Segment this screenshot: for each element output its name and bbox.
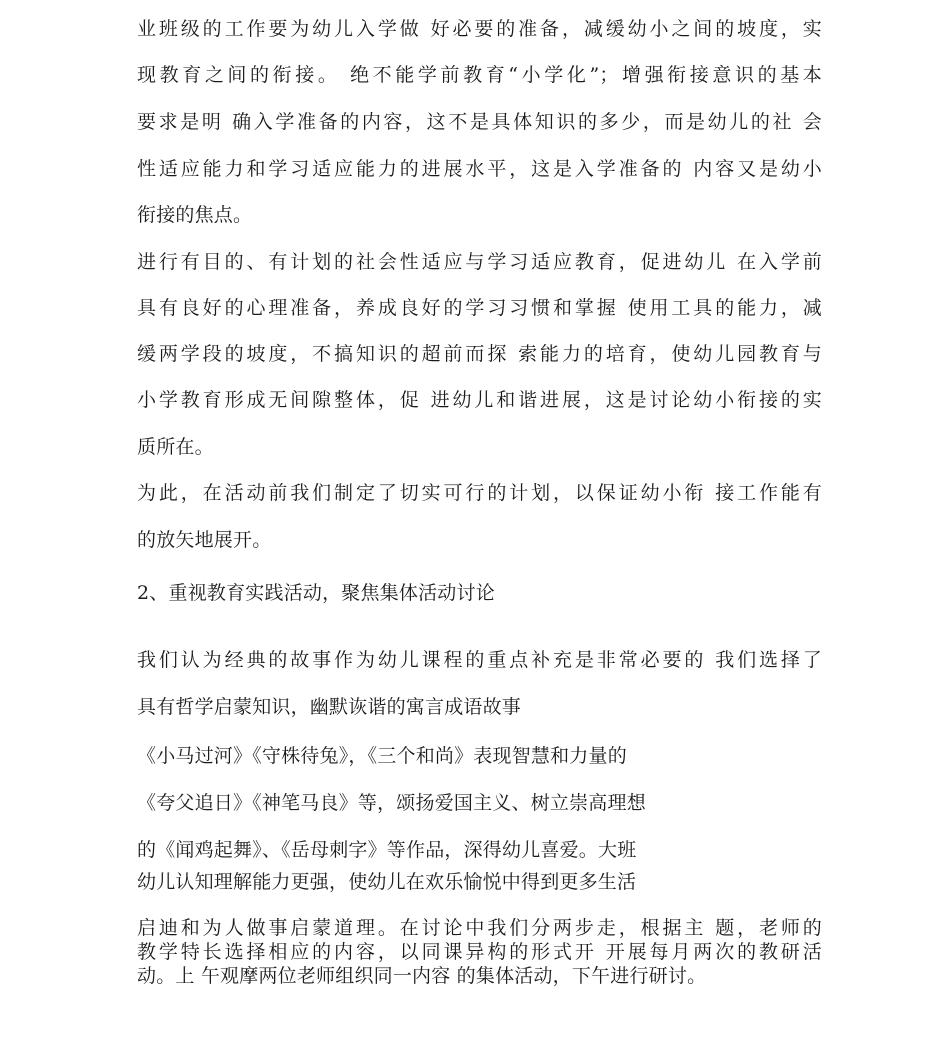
- text-line: 业班级的工作要为幼儿入学做 好必要的准备，减缓幼小之间的坡度，实: [137, 18, 822, 40]
- text-line: 我们认为经典的故事作为幼儿课程的重点补充是非常必要的 我们选择了: [137, 649, 822, 671]
- text-line: 小学教育形成无间隙整体，促 进幼儿和谐进展，这是讨论幼小衔接的实: [137, 389, 822, 411]
- text-line: 具有哲学启蒙知识，幽默诙谐的寓言成语故事: [137, 696, 522, 718]
- text-line: 为此，在活动前我们制定了切实可行的计划，以保证幼小衔 接工作能有: [137, 482, 822, 504]
- section-heading: 2、重视教育实践活动，聚焦集体活动讨论: [137, 582, 495, 604]
- text-line: 《夸父追日》《神笔马良》等，颂扬爱国主义、树立崇高理想: [137, 792, 646, 814]
- text-line: 缓两学段的坡度，不搞知识的超前而探 索能力的培育，使幼儿园教育与: [137, 343, 822, 365]
- text-line: 幼儿认知理解能力更强，使幼儿在欢乐愉悦中得到更多生活: [137, 871, 637, 893]
- text-line: 衔接的焦点。: [137, 204, 253, 226]
- text-line: 进行有目的、有计划的社会性适应与学习适应教育，促进幼儿 在入学前: [137, 251, 822, 273]
- text-line: 现教育之间的衔接。 绝不能学前教育“小学化”；增强衔接意识的基本: [137, 64, 822, 86]
- text-line: 具有良好的心理准备，养成良好的学习习惯和掌握 使用工具的能力，减: [137, 297, 822, 319]
- text-line: 启迪和为人做事启蒙道理。在讨论中我们分两步走，根据主 题，老师的: [137, 917, 822, 939]
- text-line: 动。上 午观摩两位老师组织同一内容 的集体活动，下午进行研讨。: [137, 965, 707, 987]
- text-line: 要求是明 确入学准备的内容，这不是具体知识的多少，而是幼儿的社 会: [137, 111, 822, 133]
- text-line: 质所在。: [137, 436, 214, 458]
- text-line: 《小马过河》《守株待兔》，《三个和尚》表现智慧和力量的: [137, 745, 627, 767]
- text-line: 的放矢地展开。: [137, 529, 272, 551]
- text-line: 教学特长选择相应的内容，以同课异构的形式开 开展每月两次的教研活: [137, 941, 822, 963]
- text-line: 性适应能力和学习适应能力的进展水平，这是入学准备的 内容又是幼小: [137, 158, 822, 180]
- text-line: 的《闻鸡起舞》、《岳母刺字》等作品，深得幼儿喜爱。大班: [137, 839, 637, 861]
